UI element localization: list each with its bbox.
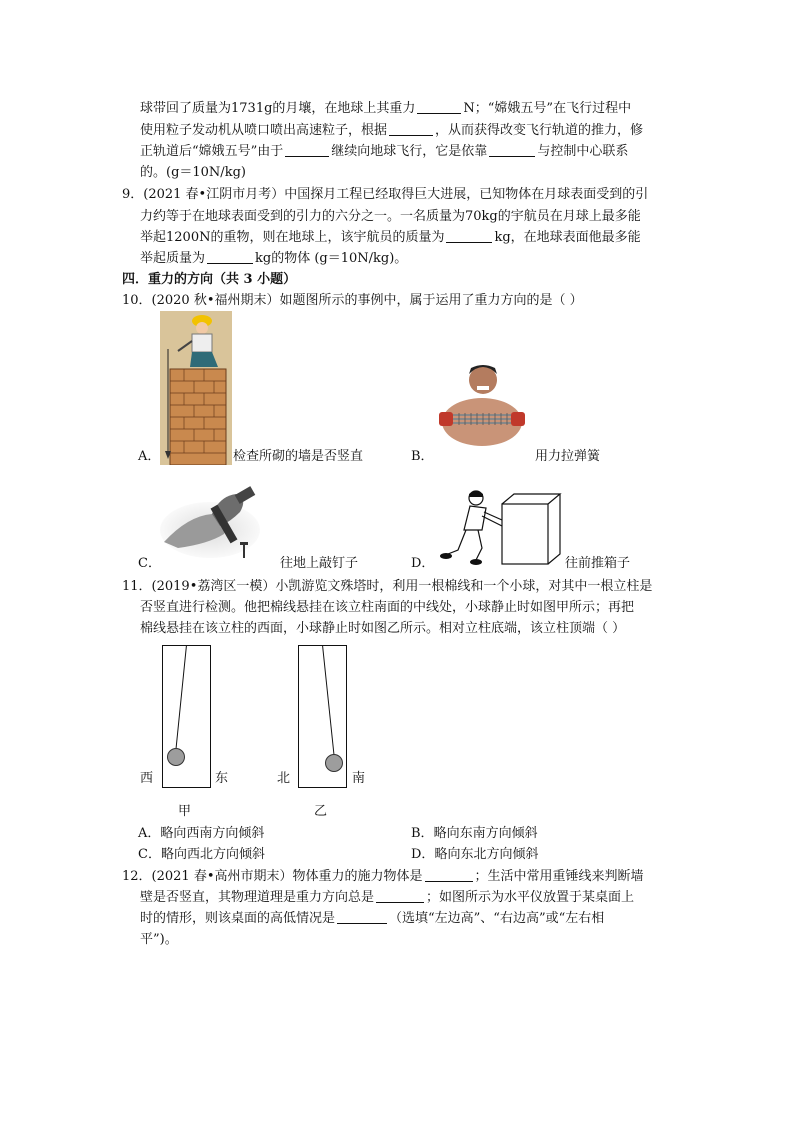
q8-line1: 球带回了质量为1731g的月壤，在地球上其重力 N；“嫦娥五号”在飞行过程中 xyxy=(140,101,632,116)
plumb-line-jia xyxy=(162,645,211,788)
q11-line2: 否竖直进行检测。他把棉线悬挂在该立柱南面的中线处，小球静止时如图甲所示；再把 xyxy=(140,600,635,615)
q9-line3: 举起1200N的重物，则在地球上，该宇航员的质量为 kg，在地球表面他最多能 xyxy=(140,230,641,245)
option-c-text: 往地上敲钉子 xyxy=(280,556,359,571)
q8-line3: 正轨道后“嫦娥五号”由于 继续向地球飞行，它是依靠 与控制中心联系 xyxy=(140,144,629,159)
option-d-text: 往前推箱子 xyxy=(565,556,631,571)
q8-line4: 的。(g＝10N/kg) xyxy=(140,165,246,180)
option-c-letter[interactable]: C． xyxy=(138,556,161,571)
q11-option-a[interactable]: A．略向西南方向倾斜 xyxy=(138,826,265,841)
plumb-line-yi xyxy=(298,645,347,788)
section-heading: 四．重力的方向（共 3 小题） xyxy=(122,272,297,287)
caption-yi: 乙 xyxy=(314,804,328,819)
answer-blank[interactable] xyxy=(417,99,461,114)
q9-line1: 9．(2021 春•江阴市月考）中国探月工程已经取得巨大进展，已知物体在月球表面受到的引 xyxy=(122,187,649,202)
direction-west: 西 xyxy=(140,771,154,786)
answer-blank[interactable] xyxy=(446,228,492,243)
push-box-image xyxy=(436,490,564,566)
q11-line3: 棉线悬挂在该立柱的西面，小球静止时如图乙所示。相对立柱底端，该立柱顶端（ ） xyxy=(140,621,626,636)
caption-jia: 甲 xyxy=(178,804,192,819)
answer-blank[interactable] xyxy=(376,888,424,903)
hammer-nail-image xyxy=(158,486,262,560)
option-a-text: 检查所砌的墙是否竖直 xyxy=(233,449,364,464)
q12-line4: 平”)。 xyxy=(140,932,178,947)
direction-south: 南 xyxy=(352,771,366,786)
q12-line3: 时的情形，则该桌面的高低情况是 （选填“左边高”、“右边高”或“左右相 xyxy=(140,911,605,926)
q9-line4: 举起质量为 kg的物体 (g＝10N/kg)。 xyxy=(140,251,408,266)
option-b-text: 用力拉弹簧 xyxy=(535,449,601,464)
q10-stem: 10．(2020 秋•福州期末）如题图所示的事例中，属于运用了重力方向的是（ ） xyxy=(122,293,583,308)
answer-blank[interactable] xyxy=(207,249,253,264)
answer-blank[interactable] xyxy=(285,142,329,157)
answer-blank[interactable] xyxy=(337,909,387,924)
q11-option-d[interactable]: D．略向东北方向倾斜 xyxy=(411,847,539,862)
q11-option-c[interactable]: C．略向西北方向倾斜 xyxy=(138,847,265,862)
option-d-letter[interactable]: D． xyxy=(411,556,435,571)
direction-north: 北 xyxy=(277,771,291,786)
answer-blank[interactable] xyxy=(489,142,535,157)
direction-east: 东 xyxy=(215,771,229,786)
answer-blank[interactable] xyxy=(425,867,473,882)
q11-option-b[interactable]: B．略向东南方向倾斜 xyxy=(411,826,538,841)
option-a-letter[interactable]: A． xyxy=(138,449,161,464)
option-b-letter[interactable]: B． xyxy=(411,449,434,464)
plumb-wall-image xyxy=(160,311,232,465)
q8-line2: 使用粒子发动机从喷口喷出高速粒子，根据 ，从而获得改变飞行轨道的推力，修 xyxy=(140,123,644,138)
q11-line1: 11．(2019•荔湾区一模）小凯游览文殊塔时，利用一根棉线和一个小球，对其中一根立柱是 xyxy=(122,579,653,594)
q12-line1: 12．(2021 春•高州市期末）物体重力的施力物体是 ；生活中常用重锤线来判断墙 xyxy=(122,869,644,884)
q9-line2: 力约等于在地球表面受到的引力的六分之一。一名质量为70kg的宇航员在月球上最多能 xyxy=(140,209,641,224)
q12-line2: 壁是否竖直，其物理道理是重力方向总是 ；如图所示为水平仪放置于某桌面上 xyxy=(140,890,635,905)
spring-exerciser-image xyxy=(437,362,527,446)
answer-blank[interactable] xyxy=(389,121,433,136)
